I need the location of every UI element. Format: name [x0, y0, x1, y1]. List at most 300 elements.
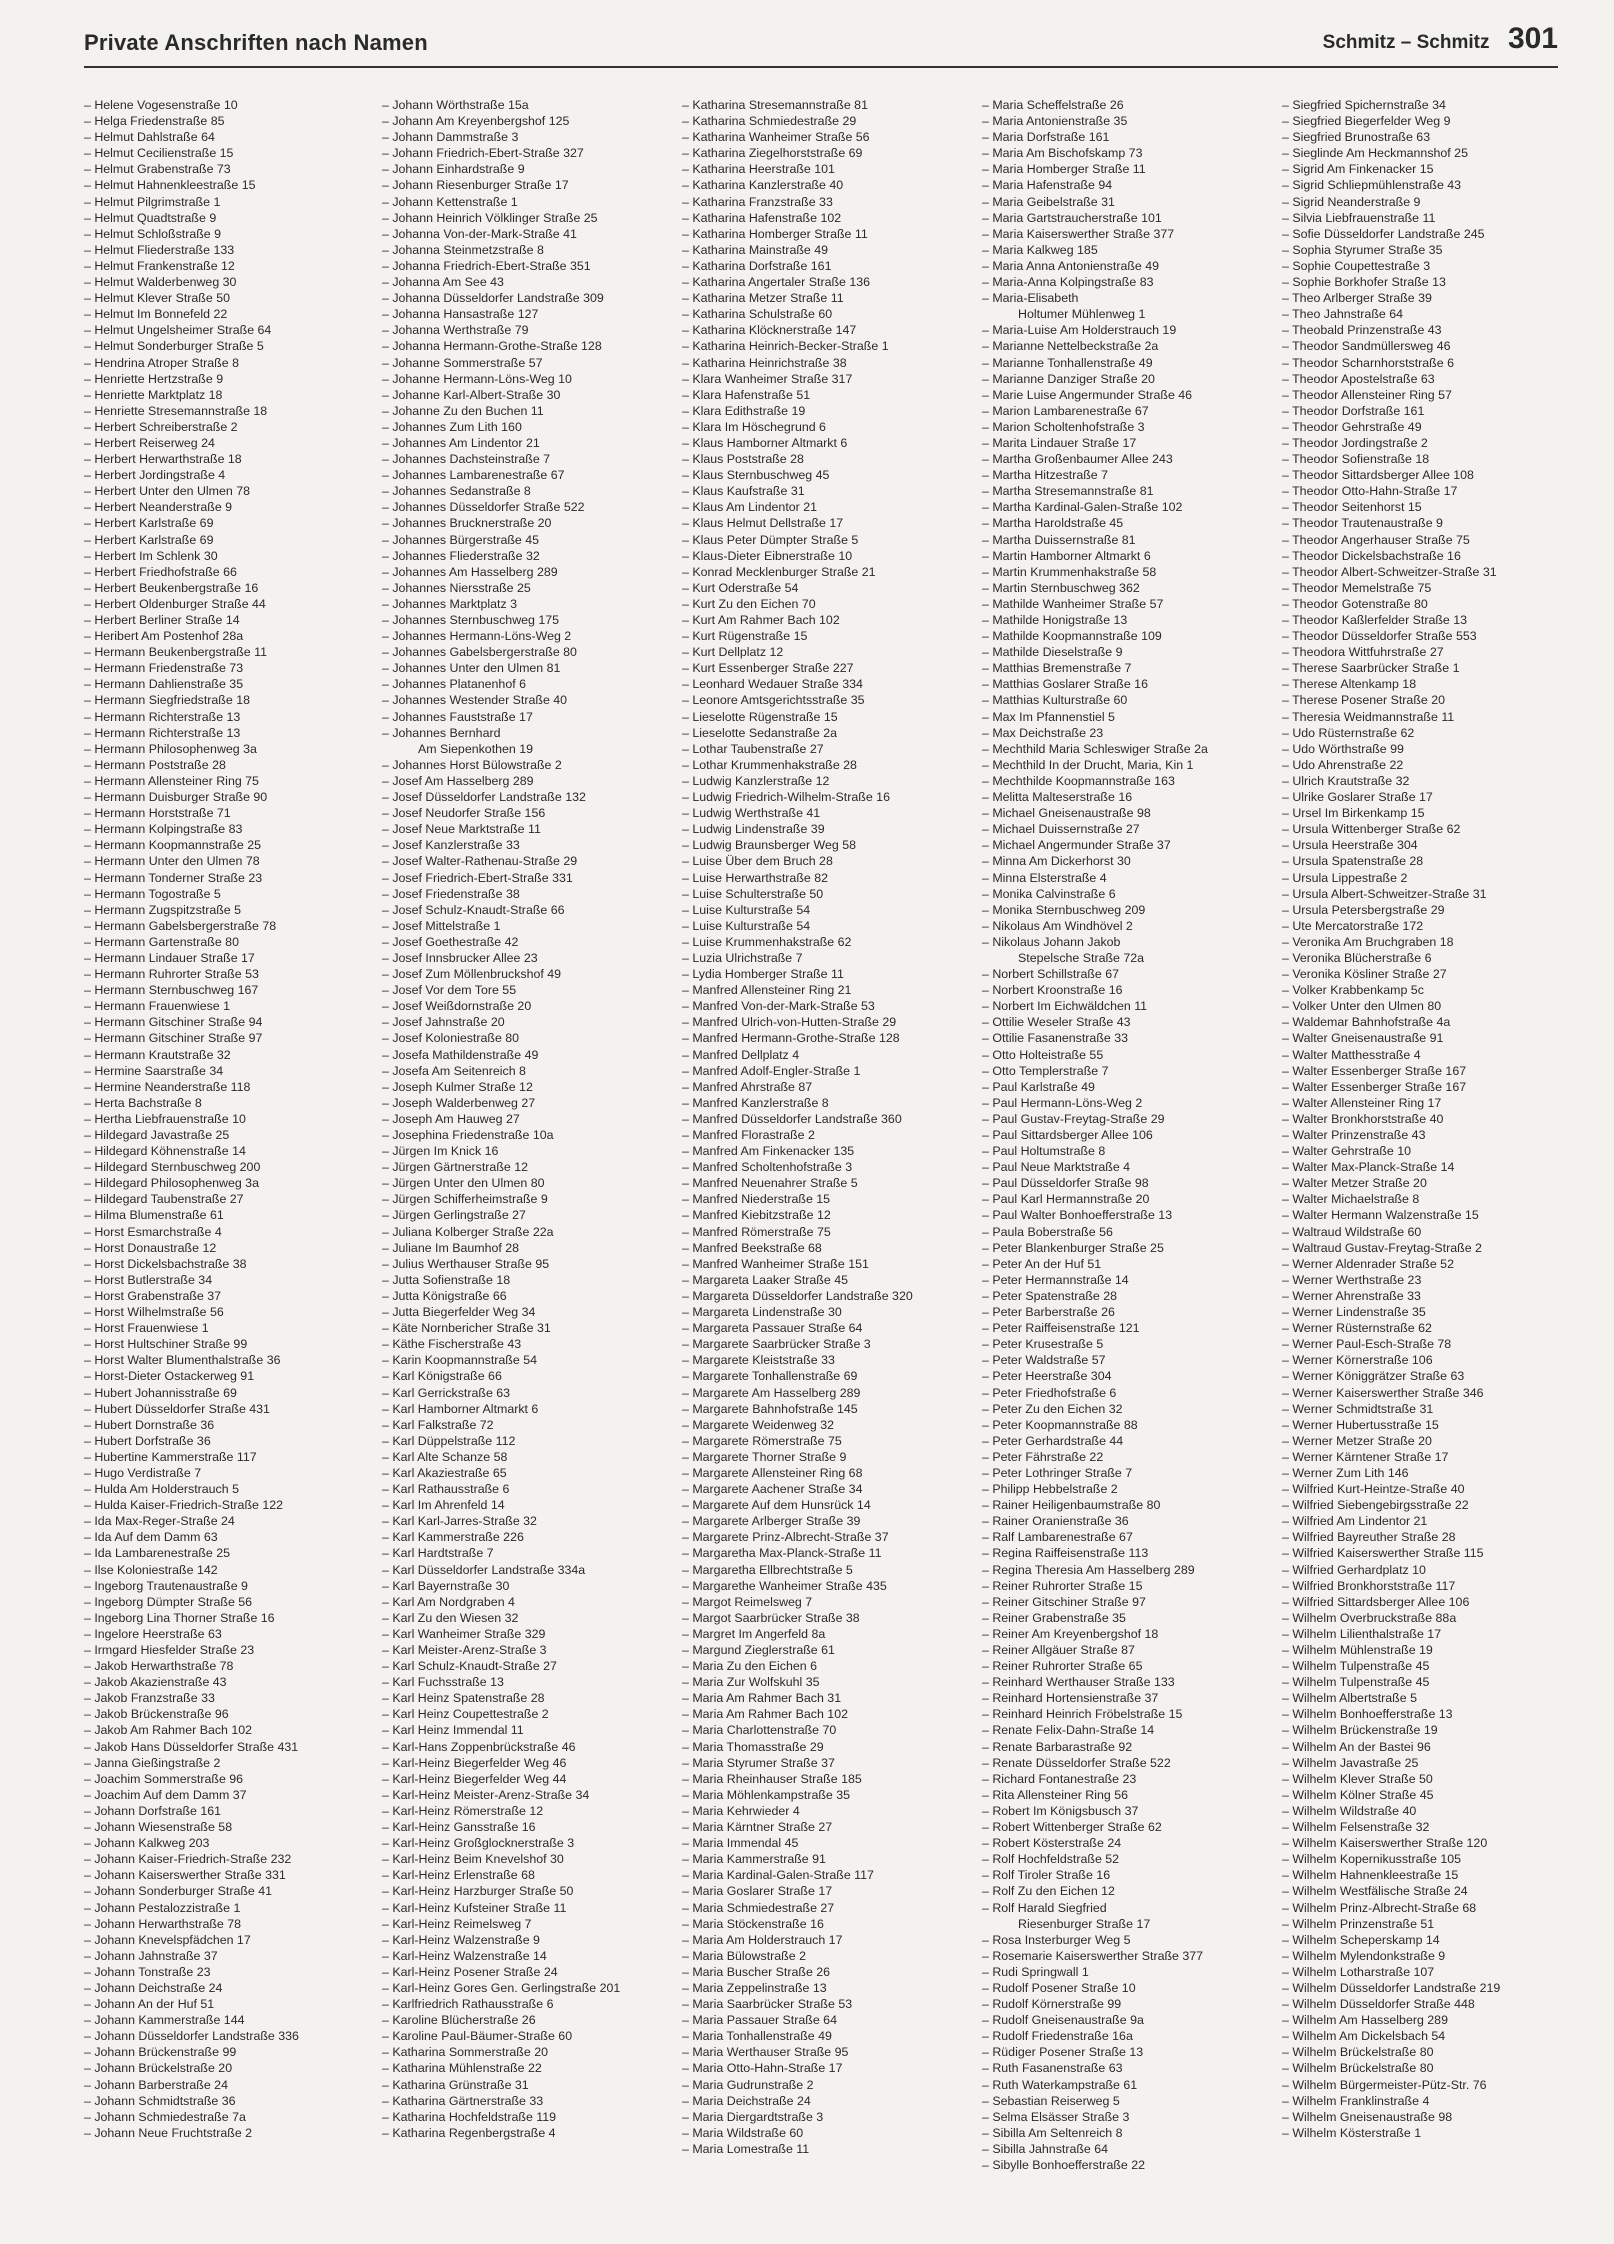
directory-entry: – Walter Gehrstraße 10	[1282, 1144, 1412, 1159]
directory-entry: – Maria Scheffelstraße 26	[982, 98, 1124, 112]
directory-entry: – Katharina Heinrich-Becker-Straße 1	[682, 339, 889, 354]
directory-entry: – Herbert Jordingstraße 4	[84, 468, 226, 483]
directory-entry: – Katharina Wanheimer Straße 56	[682, 130, 870, 145]
directory-entry: – Margund Zieglerstraße 61	[682, 1643, 835, 1657]
directory-entry: – Helmut Hahnenkleestraße 15	[84, 178, 256, 193]
directory-entry: – Henriette Marktplatz 18	[84, 387, 223, 402]
directory-entry: – Katharina Klöcknerstraße 147	[682, 323, 857, 338]
running-head	[1323, 22, 1558, 56]
directory-entry: – Werner Körnerstraße 106	[1282, 1353, 1433, 1368]
directory-entry: – Manfred Ahrstraße 87	[682, 1079, 813, 1094]
directory-entry: – Walter Gneisenaustraße 91	[1282, 1031, 1444, 1046]
directory-entry: – Ursula Albert-Schweitzer-Straße 31	[1282, 886, 1487, 901]
directory-entry: – Wilfried Kaiserswerther Straße 115	[1282, 1546, 1484, 1561]
page-number: 301	[1507, 22, 1558, 55]
directory-entry: – Margareta Düsseldorfer Landstraße 320	[682, 1288, 913, 1303]
directory-entry: – Maria Zur Wolfskuhl 35	[682, 1675, 820, 1690]
directory-entry: – Wilhelm Prinzenstraße 51	[1282, 1916, 1435, 1931]
directory-entry: – Karl Falkstraße 72	[382, 1417, 494, 1432]
directory-entry: – Hubert Johannisstraße 69	[84, 1385, 237, 1400]
directory-columns	[84, 97, 1574, 2207]
directory-entry: – Hildegard Philosophenweg 3a	[84, 1176, 259, 1191]
directory-entry: – Martha Haroldstraße 45	[982, 516, 1124, 531]
directory-entry: – Hermann Unter den Ulmen 78	[84, 854, 260, 869]
directory-entry: – Johanna Düsseldorfer Landstraße 309	[382, 291, 604, 306]
directory-entry: – Karl Gerrickstraße 63	[382, 1385, 511, 1400]
directory-entry: – Rainer Heiligenbaumstraße 80	[982, 1498, 1161, 1513]
directory-entry: – Ute Mercatorstraße 172	[1282, 918, 1424, 933]
directory-entry: – Udo Rüsternstraße 62	[1282, 725, 1415, 740]
directory-entry: – Siegfried Brunostraße 63	[1282, 130, 1431, 145]
directory-entry: – Katharina Homberger Straße 11	[682, 226, 868, 241]
directory-entry: – Wilfried Siebengebirgsstraße 22	[1282, 1498, 1469, 1513]
directory-entry: – Margarete Römerstraße 75	[682, 1433, 842, 1448]
directory-entry: – Reiner Ruhrorter Straße 15	[982, 1578, 1143, 1593]
directory-entry: – Irmgard Hiesfelder Straße 23	[84, 1643, 255, 1657]
directory-entry: – Kurt Oderstraße 54	[682, 580, 799, 595]
directory-entry: – Maria Möhlenkampstraße 35	[682, 1787, 851, 1802]
directory-entry: – Maria Kardinal-Galen-Straße 117	[682, 1868, 874, 1883]
directory-entry: – Theo Jahnstraße 64	[1282, 307, 1404, 322]
directory-entry: – Johann Knevelspfädchen 17	[84, 1932, 251, 1947]
directory-entry: – Waldemar Bahnhofstraße 4a	[1282, 1015, 1451, 1030]
directory-entry: – Karl-Heinz Kufsteiner Straße 11	[382, 1900, 567, 1915]
directory-entry: – Karl Akaziestraße 65	[382, 1465, 507, 1480]
directory-entry: – Hubert Düsseldorfer Straße 431	[84, 1401, 270, 1416]
directory-entry: – Walter Essenberger Straße 167	[1282, 1063, 1467, 1078]
directory-entry: – Margareta Passauer Straße 64	[682, 1321, 863, 1336]
directory-entry: – Johanna Am See 43	[382, 275, 504, 290]
directory-entry: – Wilhelm Am Dickelsbach 54	[1282, 2029, 1446, 2044]
directory-entry: – Sigrid Schliepmühlenstraße 43	[1282, 178, 1462, 193]
directory-entry: – Reiner Ruhrorter Straße 65	[982, 1659, 1143, 1674]
directory-entry: – Maria Thomasstraße 29	[682, 1739, 824, 1754]
directory-entry: – Manfred Hermann-Grothe-Straße 128	[682, 1031, 900, 1046]
directory-entry: – Hermine Saarstraße 34	[84, 1063, 224, 1078]
directory-entry: – Matthias Goslarer Straße 16	[982, 677, 1148, 692]
directory-entry: – Johannes Bürgerstraße 45	[382, 532, 540, 547]
directory-entry: – Johann Kaiserswerther Straße 331	[84, 1868, 286, 1883]
directory-entry: – Sigrid Neanderstraße 9	[1282, 194, 1421, 209]
directory-entry: – Ursula Heerstraße 304	[1282, 838, 1418, 853]
directory-entry: – Udo Ahrenstraße 22	[1282, 757, 1404, 772]
directory-entry: – Rudolf Gneisenaustraße 9a	[982, 2013, 1144, 2028]
directory-entry: – Klara Edithstraße 19	[682, 403, 806, 418]
directory-entry: – Manfred Ulrich-von-Hutten-Straße 29	[682, 1015, 897, 1030]
directory-entry: – Theodor Trautenaustraße 9	[1282, 516, 1443, 531]
directory-entry: – Luise Kulturstraße 54	[682, 902, 811, 917]
directory-entry: – Hermann Philosophenweg 3a	[84, 741, 257, 756]
directory-entry: – Johanne Karl-Albert-Straße 30	[382, 387, 561, 402]
directory-entry: Am Siepenkothen 19	[418, 741, 534, 756]
directory-entry: – Maria Lomestraße 11	[682, 2141, 810, 2156]
directory-entry: – Jürgen Unter den Ulmen 80	[382, 1176, 545, 1191]
directory-entry: – Walter Prinzenstraße 43	[1282, 1128, 1426, 1142]
directory-entry: – Johann Wiesenstraße 58	[84, 1820, 233, 1835]
directory-entry: – Werner Kärntener Straße 17	[1282, 1449, 1449, 1464]
directory-entry: – Walter Hermann Walzenstraße 15	[1282, 1208, 1479, 1223]
directory-entry: – Rudolf Körnerstraße 99	[982, 1997, 1122, 2012]
directory-entry: – Kurt Am Rahmer Bach 102	[682, 613, 840, 627]
directory-entry: – Herbert Oldenburger Straße 44	[84, 596, 266, 611]
directory-entry: – Reinhard Hortensienstraße 37	[982, 1691, 1159, 1706]
directory-entry: – Paul Sittardsberger Allee 106	[982, 1128, 1153, 1142]
directory-entry: – Karl-Heinz Beim Knevelshof 30	[382, 1852, 564, 1867]
directory-entry: – Maria Styrumer Straße 37	[682, 1755, 835, 1770]
directory-entry: – Maria Schmiedestraße 27	[682, 1900, 835, 1915]
directory-entry: – Walter Allensteiner Ring 17	[1282, 1095, 1442, 1110]
directory-entry: – Kurt Essenberger Straße 227	[682, 661, 854, 676]
directory-entry: – Wilhelm Albertstraße 5	[1282, 1691, 1417, 1706]
directory-entry: – Karoline Paul-Bäumer-Straße 60	[382, 2029, 573, 2044]
directory-entry: – Johanne Sommerstraße 57	[382, 355, 543, 370]
directory-entry: – Ida Auf dem Damm 63	[84, 1530, 218, 1545]
directory-entry: – Manfred Kiebitzstraße 12	[682, 1208, 831, 1223]
directory-entry: – Martha Duissernstraße 81	[982, 532, 1136, 547]
directory-entry: – Johannes Gabelsbergerstraße 80	[382, 645, 577, 660]
directory-entry: – Hermann Horststraße 71	[84, 806, 231, 821]
directory-entry: – Peter Blankenburger Straße 25	[982, 1240, 1164, 1255]
directory-entry: – Werner Werthstraße 23	[1282, 1272, 1422, 1287]
directory-entry: – Paul Hermann-Löns-Weg 2	[982, 1095, 1143, 1110]
directory-entry: – Wilhelm Lilienthalstraße 17	[1282, 1626, 1442, 1641]
directory-entry: – Helmut Walderbenweg 30	[84, 275, 237, 290]
directory-entry: – Otto Templerstraße 7	[982, 1063, 1109, 1078]
directory-entry: – Johann Riesenburger Straße 17	[382, 178, 569, 193]
directory-entry: – Hilma Blumenstraße 61	[84, 1208, 224, 1223]
directory-entry: – Karl-Heinz Gansstraße 16	[382, 1820, 536, 1835]
directory-entry: – Herbert Friedhofstraße 66	[84, 564, 237, 579]
directory-entry: – Leonhard Wedauer Straße 334	[682, 677, 863, 692]
directory-entry: – Henriette Hertzstraße 9	[84, 371, 224, 386]
directory-entry: – Johann Barberstraße 24	[84, 2077, 228, 2092]
directory-entry: – Herta Bachstraße 8	[84, 1095, 202, 1110]
directory-entry: – Luise Krummenhakstraße 62	[682, 934, 852, 949]
directory-entry: – Herbert Karlstraße 69	[84, 516, 214, 531]
directory-entry: – Wilhelm Kölner Straße 45	[1282, 1787, 1434, 1802]
directory-entry: – Werner Kaiserswerther Straße 346	[1282, 1385, 1484, 1400]
directory-entry: – Nikolaus Johann Jakob	[982, 934, 1121, 949]
directory-entry: – Margret Im Angerfeld 8a	[682, 1626, 826, 1641]
directory-entry: – Helmut Im Bonnefeld 22	[84, 307, 228, 322]
directory-entry: – Veronika Kösliner Straße 27	[1282, 967, 1447, 982]
directory-entry: – Robert Wittenberger Straße 62	[982, 1820, 1162, 1835]
directory-entry: – Karl Hardtstraße 7	[382, 1546, 494, 1561]
directory-entry: – Matthias Bremenstraße 7	[982, 661, 1132, 676]
directory-entry: – Maria Kalkweg 185	[982, 242, 1098, 257]
directory-entry: – Rüdiger Posener Straße 13	[982, 2045, 1144, 2060]
directory-entry: – Wilfried Bronkhorststraße 117	[1282, 1578, 1456, 1593]
directory-entry: – Josef Zum Möllenbruckshof 49	[382, 967, 562, 982]
directory-entry: – Herbert Herwarthstraße 18	[84, 452, 242, 467]
directory-entry: – Karl Düppelstraße 112	[382, 1433, 516, 1448]
directory-entry: – Johanna Von-der-Mark-Straße 41	[382, 226, 577, 241]
directory-entry: – Theodor Gotenstraße 80	[1282, 596, 1428, 611]
directory-entry: – Rolf Tiroler Straße 16	[982, 1868, 1111, 1883]
directory-entry: – Hermann Poststraße 28	[84, 757, 226, 772]
directory-entry: – Josef Jahnstraße 20	[382, 1015, 505, 1030]
directory-entry: – Margarete Saarbrücker Straße 3	[682, 1337, 871, 1352]
directory-entry: – Josef Mittelstraße 1	[382, 918, 501, 933]
directory-entry: – Theodor Albert-Schweitzer-Straße 31	[1282, 564, 1497, 579]
directory-entry: – Maria Wildstraße 60	[682, 2125, 804, 2140]
directory-entry: – Joseph Kulmer Straße 12	[382, 1079, 533, 1094]
directory-entry: – Walter Essenberger Straße 167	[1282, 1079, 1467, 1094]
directory-entry: – Wilfried Am Lindentor 21	[1282, 1514, 1428, 1529]
directory-entry: – Ludwig Lindenstraße 39	[682, 822, 825, 837]
name-range: Schmitz – Schmitz	[1322, 32, 1490, 53]
directory-entry: – Matthias Kulturstraße 60	[982, 693, 1128, 708]
directory-entry: – Martha Stresemannstraße 81	[982, 484, 1154, 499]
directory-entry: – Herbert Im Schlenk 30	[84, 548, 218, 563]
directory-entry: – Wilhelm Wildstraße 40	[1282, 1803, 1417, 1818]
directory-entry: – Johann Kammerstraße 144	[84, 2013, 245, 2028]
directory-entry: – Volker Krabbenkamp 5c	[1282, 983, 1424, 998]
directory-entry: – Karl Hamborner Altmarkt 6	[382, 1401, 539, 1416]
directory-entry: – Wilhelm Westfälische Straße 24	[1282, 1884, 1468, 1899]
directory-entry: – Karl Alte Schanze 58	[382, 1449, 508, 1464]
directory-entry: – Maria Geibelstraße 31	[982, 194, 1115, 209]
directory-entry: – Martha Hitzestraße 7	[982, 468, 1109, 483]
directory-entry: – Katharina Mühlenstraße 22	[382, 2061, 542, 2076]
directory-entry: – Werner Aldenrader Straße 52	[1282, 1256, 1454, 1271]
directory-entry: – Maria Dorfstraße 161	[982, 130, 1110, 145]
directory-entry: – Peter Hermannstraße 14	[982, 1272, 1129, 1287]
directory-entry: – Ida Lambarenestraße 25	[84, 1546, 231, 1561]
page-header	[84, 22, 1558, 68]
directory-entry: – Wilhelm Kopernikusstraße 105	[1282, 1852, 1462, 1867]
directory-entry: – Martin Krummenhakstraße 58	[982, 564, 1157, 579]
directory-entry: – Lieselotte Sedanstraße 2a	[682, 725, 837, 740]
directory-entry: – Maria Bülowstraße 2	[682, 1948, 806, 1963]
directory-entry: – Josef Walter-Rathenau-Straße 29	[382, 854, 578, 869]
directory-entry: – Wilhelm Franklinstraße 4	[1282, 2093, 1430, 2108]
directory-entry: – Horst Grabenstraße 37	[84, 1288, 222, 1303]
directory-entry: – Hermann Richterstraße 13	[84, 709, 241, 724]
directory-entry: – Klaus Peter Dümpter Straße 5	[682, 532, 859, 547]
directory-entry: – Katharina Regenbergstraße 4	[382, 2125, 556, 2140]
directory-entry: – Hildegard Köhnenstraße 14	[84, 1144, 246, 1159]
directory-entry: – Kurt Zu den Eichen 70	[682, 596, 816, 611]
directory-entry: – Katharina Heerstraße 101	[682, 162, 835, 177]
directory-entry: – Josef Friedrich-Ebert-Straße 331	[382, 870, 573, 885]
directory-entry: – Hermann Gitschiner Straße 97	[84, 1031, 263, 1046]
directory-entry: – Manfred Niederstraße 15	[682, 1192, 831, 1207]
directory-entry: – Josefa Am Seitenreich 8	[382, 1063, 526, 1078]
directory-entry: – Marie Luise Angermunder Straße 46	[982, 387, 1193, 402]
directory-entry: – Karl Zu den Wiesen 32	[382, 1610, 519, 1625]
directory-entry: – Josef Vor dem Tore 55	[382, 983, 517, 998]
directory-entry: – Johannes Lambarenestraße 67	[382, 468, 565, 483]
directory-entry: – Ilse Koloniestraße 142	[84, 1562, 218, 1577]
directory-entry: – Horst Esmarchstraße 4	[84, 1224, 222, 1239]
directory-entry: – Peter Barberstraße 26	[982, 1305, 1115, 1320]
directory-entry: – Karin Koopmannstraße 54	[382, 1353, 537, 1368]
directory-entry: – Katharina Schmiedestraße 29	[682, 114, 857, 129]
directory-entry: – Johannes Hermann-Löns-Weg 2	[382, 629, 572, 644]
directory-entry: – Norbert Kroonstraße 16	[982, 983, 1123, 998]
directory-entry: – Johanne Zu den Buchen 11	[382, 403, 544, 418]
directory-entry: – Wilhelm Mühlenstraße 19	[1282, 1643, 1433, 1657]
directory-entry: – Ingeborg Lina Thorner Straße 16	[84, 1610, 275, 1625]
directory-entry: – Mechthild Maria Schleswiger Straße 2a	[982, 741, 1208, 756]
directory-entry: – Ottilie Weseler Straße 43	[982, 1015, 1131, 1030]
directory-entry: – Mathilde Dieselstraße 9	[982, 645, 1123, 660]
directory-entry: – Werner Metzer Straße 20	[1282, 1433, 1432, 1448]
directory-entry: – Karl Königstraße 66	[382, 1369, 502, 1384]
directory-entry: – Helmut Dahlstraße 64	[84, 130, 215, 145]
directory-entry: – Manfred Neuenahrer Straße 5	[682, 1176, 858, 1191]
directory-entry: – Theodor Sandmüllersweg 46	[1282, 339, 1451, 354]
directory-entry: – Rolf Zu den Eichen 12	[982, 1884, 1115, 1899]
directory-entry: – Peter Koopmannstraße 88	[982, 1417, 1138, 1432]
directory-entry: – Hermann Beukenbergstraße 11	[84, 645, 267, 660]
directory-entry: – Maria Diergardtstraße 3	[682, 2109, 824, 2124]
directory-entry: – Karl Heinz Immendal 11	[382, 1723, 524, 1738]
directory-entry: – Katharina Angertaler Straße 136	[682, 275, 871, 290]
directory-entry: – Johann Brückelstraße 20	[84, 2061, 233, 2076]
directory-entry: – Karoline Blücherstraße 26	[382, 2013, 536, 2028]
directory-entry: – Karlfriedrich Rathausstraße 6	[382, 1997, 554, 2012]
directory-entry: – Sieglinde Am Heckmannshof 25	[1282, 146, 1468, 161]
directory-entry: – Wilhelm Kösterstraße 1	[1282, 2125, 1422, 2140]
directory-entry: – Johann Dammstraße 3	[382, 130, 519, 145]
directory-entry: – Josef Schulz-Knaudt-Straße 66	[382, 902, 565, 917]
directory-column-5	[1282, 97, 1574, 2141]
directory-entry: – Karl-Heinz Walzenstraße 9	[382, 1932, 540, 1947]
directory-entry: – Karl Am Nordgraben 4	[382, 1594, 515, 1609]
directory-entry: – Robert Im Königsbusch 37	[982, 1803, 1139, 1818]
directory-entry: – Herbert Reiserweg 24	[84, 435, 215, 450]
directory-entry: – Herbert Beukenbergstraße 16	[84, 580, 259, 595]
directory-entry: – Hulda Kaiser-Friedrich-Straße 122	[84, 1498, 284, 1513]
directory-entry: – Peter Raiffeisenstraße 121	[982, 1321, 1140, 1336]
directory-entry: – Ingelore Heerstraße 63	[84, 1626, 222, 1641]
directory-entry: – Wilhelm Klever Straße 50	[1282, 1771, 1433, 1786]
directory-entry: Stepelsche Straße 72a	[1018, 950, 1145, 965]
directory-entry: – Ottilie Fasanenstraße 33	[982, 1031, 1129, 1046]
directory-entry: – Josef Kanzlerstraße 33	[382, 838, 520, 853]
directory-entry: – Peter Krusestraße 5	[982, 1337, 1104, 1352]
directory-entry: – Ruth Fasanenstraße 63	[982, 2061, 1123, 2076]
directory-entry: – Manfred Düsseldorfer Landstraße 360	[682, 1111, 902, 1126]
directory-entry: – Minna Elsterstraße 4	[982, 870, 1107, 885]
directory-entry: – Therese Posener Straße 20	[1282, 693, 1446, 708]
directory-entry: – Margarete Thorner Straße 9	[682, 1449, 847, 1464]
directory-entry: – Helmut Ungelsheimer Straße 64	[84, 323, 272, 338]
directory-entry: – Helmut Fliederstraße 133	[84, 242, 235, 257]
directory-entry: – Wilhelm Bürgermeister-Pütz-Str. 76	[1282, 2077, 1487, 2092]
directory-entry: – Sibilla Am Seltenreich 8	[982, 2125, 1123, 2140]
directory-entry: – Wilhelm Javastraße 25	[1282, 1755, 1419, 1770]
directory-entry: – Klaus Sternbuschweg 45	[682, 468, 830, 483]
directory-entry: – Wilhelm Kaiserswerther Straße 120	[1282, 1836, 1488, 1851]
directory-entry: – Hermann Gartenstraße 80	[84, 934, 239, 949]
directory-entry: – Johannes Am Hasselberg 289	[382, 564, 558, 579]
directory-entry: – Johannes Fauststraße 17	[382, 709, 533, 724]
directory-entry: – Herbert Berliner Straße 14	[84, 613, 240, 627]
directory-entry: – Johann Kettenstraße 1	[382, 194, 518, 209]
directory-entry: – Johann Dorfstraße 161	[84, 1803, 222, 1818]
directory-entry: – Maria Immendal 45	[682, 1836, 799, 1851]
directory-entry: – Karl Meister-Arenz-Straße 3	[382, 1643, 547, 1657]
directory-entry: – Joseph Am Hauweg 27	[382, 1111, 520, 1126]
directory-entry: – Theodor Seitenhorst 15	[1282, 500, 1422, 515]
directory-entry: – Klaus Hamborner Altmarkt 6	[682, 435, 848, 450]
directory-entry: – Luise Schulterstraße 50	[682, 886, 824, 901]
directory-entry: – Johann Friedrich-Ebert-Straße 327	[382, 146, 584, 161]
directory-entry: – Mechthilde Koopmannstraße 163	[982, 773, 1175, 788]
directory-entry: – Klaus Poststraße 28	[682, 452, 804, 467]
directory-entry: – Sophia Styrumer Straße 35	[1282, 242, 1443, 257]
directory-entry: – Hermann Gabelsbergerstraße 78	[84, 918, 277, 933]
directory-entry: – Hildegard Taubenstraße 27	[84, 1192, 244, 1207]
directory-entry: – Marianne Danziger Straße 20	[982, 371, 1155, 386]
directory-entry: – Josef Neudorfer Straße 156	[382, 806, 546, 821]
directory-entry: – Karl Bayernstraße 30	[382, 1578, 510, 1593]
directory-entry: – Josef Innsbrucker Allee 23	[382, 950, 538, 965]
directory-entry: – Hermann Koopmannstraße 25	[84, 838, 262, 853]
directory-column-2	[382, 97, 674, 2141]
directory-entry: – Karl Kammerstraße 226	[382, 1530, 524, 1545]
directory-entry: – Horst Butlerstraße 34	[84, 1272, 213, 1287]
directory-entry: – Ursula Spatenstraße 28	[1282, 854, 1424, 869]
directory-entry: – Johann Brückenstraße 99	[84, 2045, 237, 2060]
directory-entry: – Maria Buscher Straße 26	[682, 1964, 831, 1979]
directory-entry: – Johann Einhardstraße 9	[382, 162, 525, 177]
directory-entry: – Marianne Nettelbeckstraße 2a	[982, 339, 1159, 354]
directory-entry: – Rudolf Posener Straße 10	[982, 1980, 1136, 1995]
directory-entry: – Marianne Tonhallenstraße 49	[982, 355, 1153, 370]
directory-entry: – Maria Gudrunstraße 2	[682, 2077, 814, 2092]
directory-entry: – Marion Scholtenhofstraße 3	[982, 419, 1145, 434]
directory-entry: – Luise Kulturstraße 54	[682, 918, 811, 933]
directory-entry: – Katharina Dorfstraße 161	[682, 258, 832, 273]
directory-entry: – Rita Allensteiner Ring 56	[982, 1787, 1129, 1802]
directory-entry: – Wilhelm Mylendonkstraße 9	[1282, 1948, 1446, 1963]
directory-entry: – Helmut Quadtstraße 9	[84, 210, 217, 225]
directory-entry: – Wilhelm Overbruckstraße 88a	[1282, 1610, 1457, 1625]
directory-entry: – Peter Friedhofstraße 6	[982, 1385, 1117, 1400]
directory-entry: – Peter Heerstraße 304	[982, 1369, 1112, 1384]
directory-entry: – Hermann Allensteiner Ring 75	[84, 773, 259, 788]
directory-entry: – Henriette Stresemannstraße 18	[84, 403, 268, 418]
directory-entry: – Karl Fuchsstraße 13	[382, 1675, 504, 1690]
directory-entry: – Waltraud Wildstraße 60	[1282, 1224, 1422, 1239]
directory-entry: – Sibilla Jahnstraße 64	[982, 2141, 1109, 2156]
directory-entry: – Karl-Heinz Gores Gen. Gerlingstraße 201	[382, 1980, 621, 1995]
directory-entry: – Karl-Heinz Biegerfelder Weg 46	[382, 1755, 567, 1770]
directory-entry: – Paul Karlstraße 49	[982, 1079, 1095, 1094]
directory-entry: – Helmut Schloßstraße 9	[84, 226, 222, 241]
directory-entry: – Josef Goethestraße 42	[382, 934, 519, 949]
directory-entry: – Ursula Wittenberger Straße 62	[1282, 822, 1461, 837]
directory-entry: – Peter Gerhardstraße 44	[982, 1433, 1124, 1448]
directory-entry: – Lothar Taubenstraße 27	[682, 741, 824, 756]
directory-entry: – Peter An der Huf 51	[982, 1256, 1102, 1271]
directory-entry: – Ulrike Goslarer Straße 17	[1282, 790, 1433, 805]
directory-entry: – Maria Anna Antonienstraße 49	[982, 258, 1160, 273]
directory-entry: – Horst Walter Blumenthalstraße 36	[84, 1353, 281, 1368]
directory-entry: – Johanna Hansastraße 127	[382, 307, 539, 322]
directory-entry: – Klara Im Höschegrund 6	[682, 419, 826, 434]
directory-entry: – Reiner Allgäuer Straße 87	[982, 1643, 1135, 1657]
directory-entry: – Johann Neue Fruchtstraße 2	[84, 2125, 253, 2140]
directory-entry: – Karl-Heinz Posener Straße 24	[382, 1964, 558, 1979]
directory-entry: – Ursula Lippestraße 2	[1282, 870, 1408, 885]
directory-entry: – Wilhelm Am Hasselberg 289	[1282, 2013, 1448, 2028]
directory-entry: – Theodor Dorfstraße 161	[1282, 403, 1425, 418]
